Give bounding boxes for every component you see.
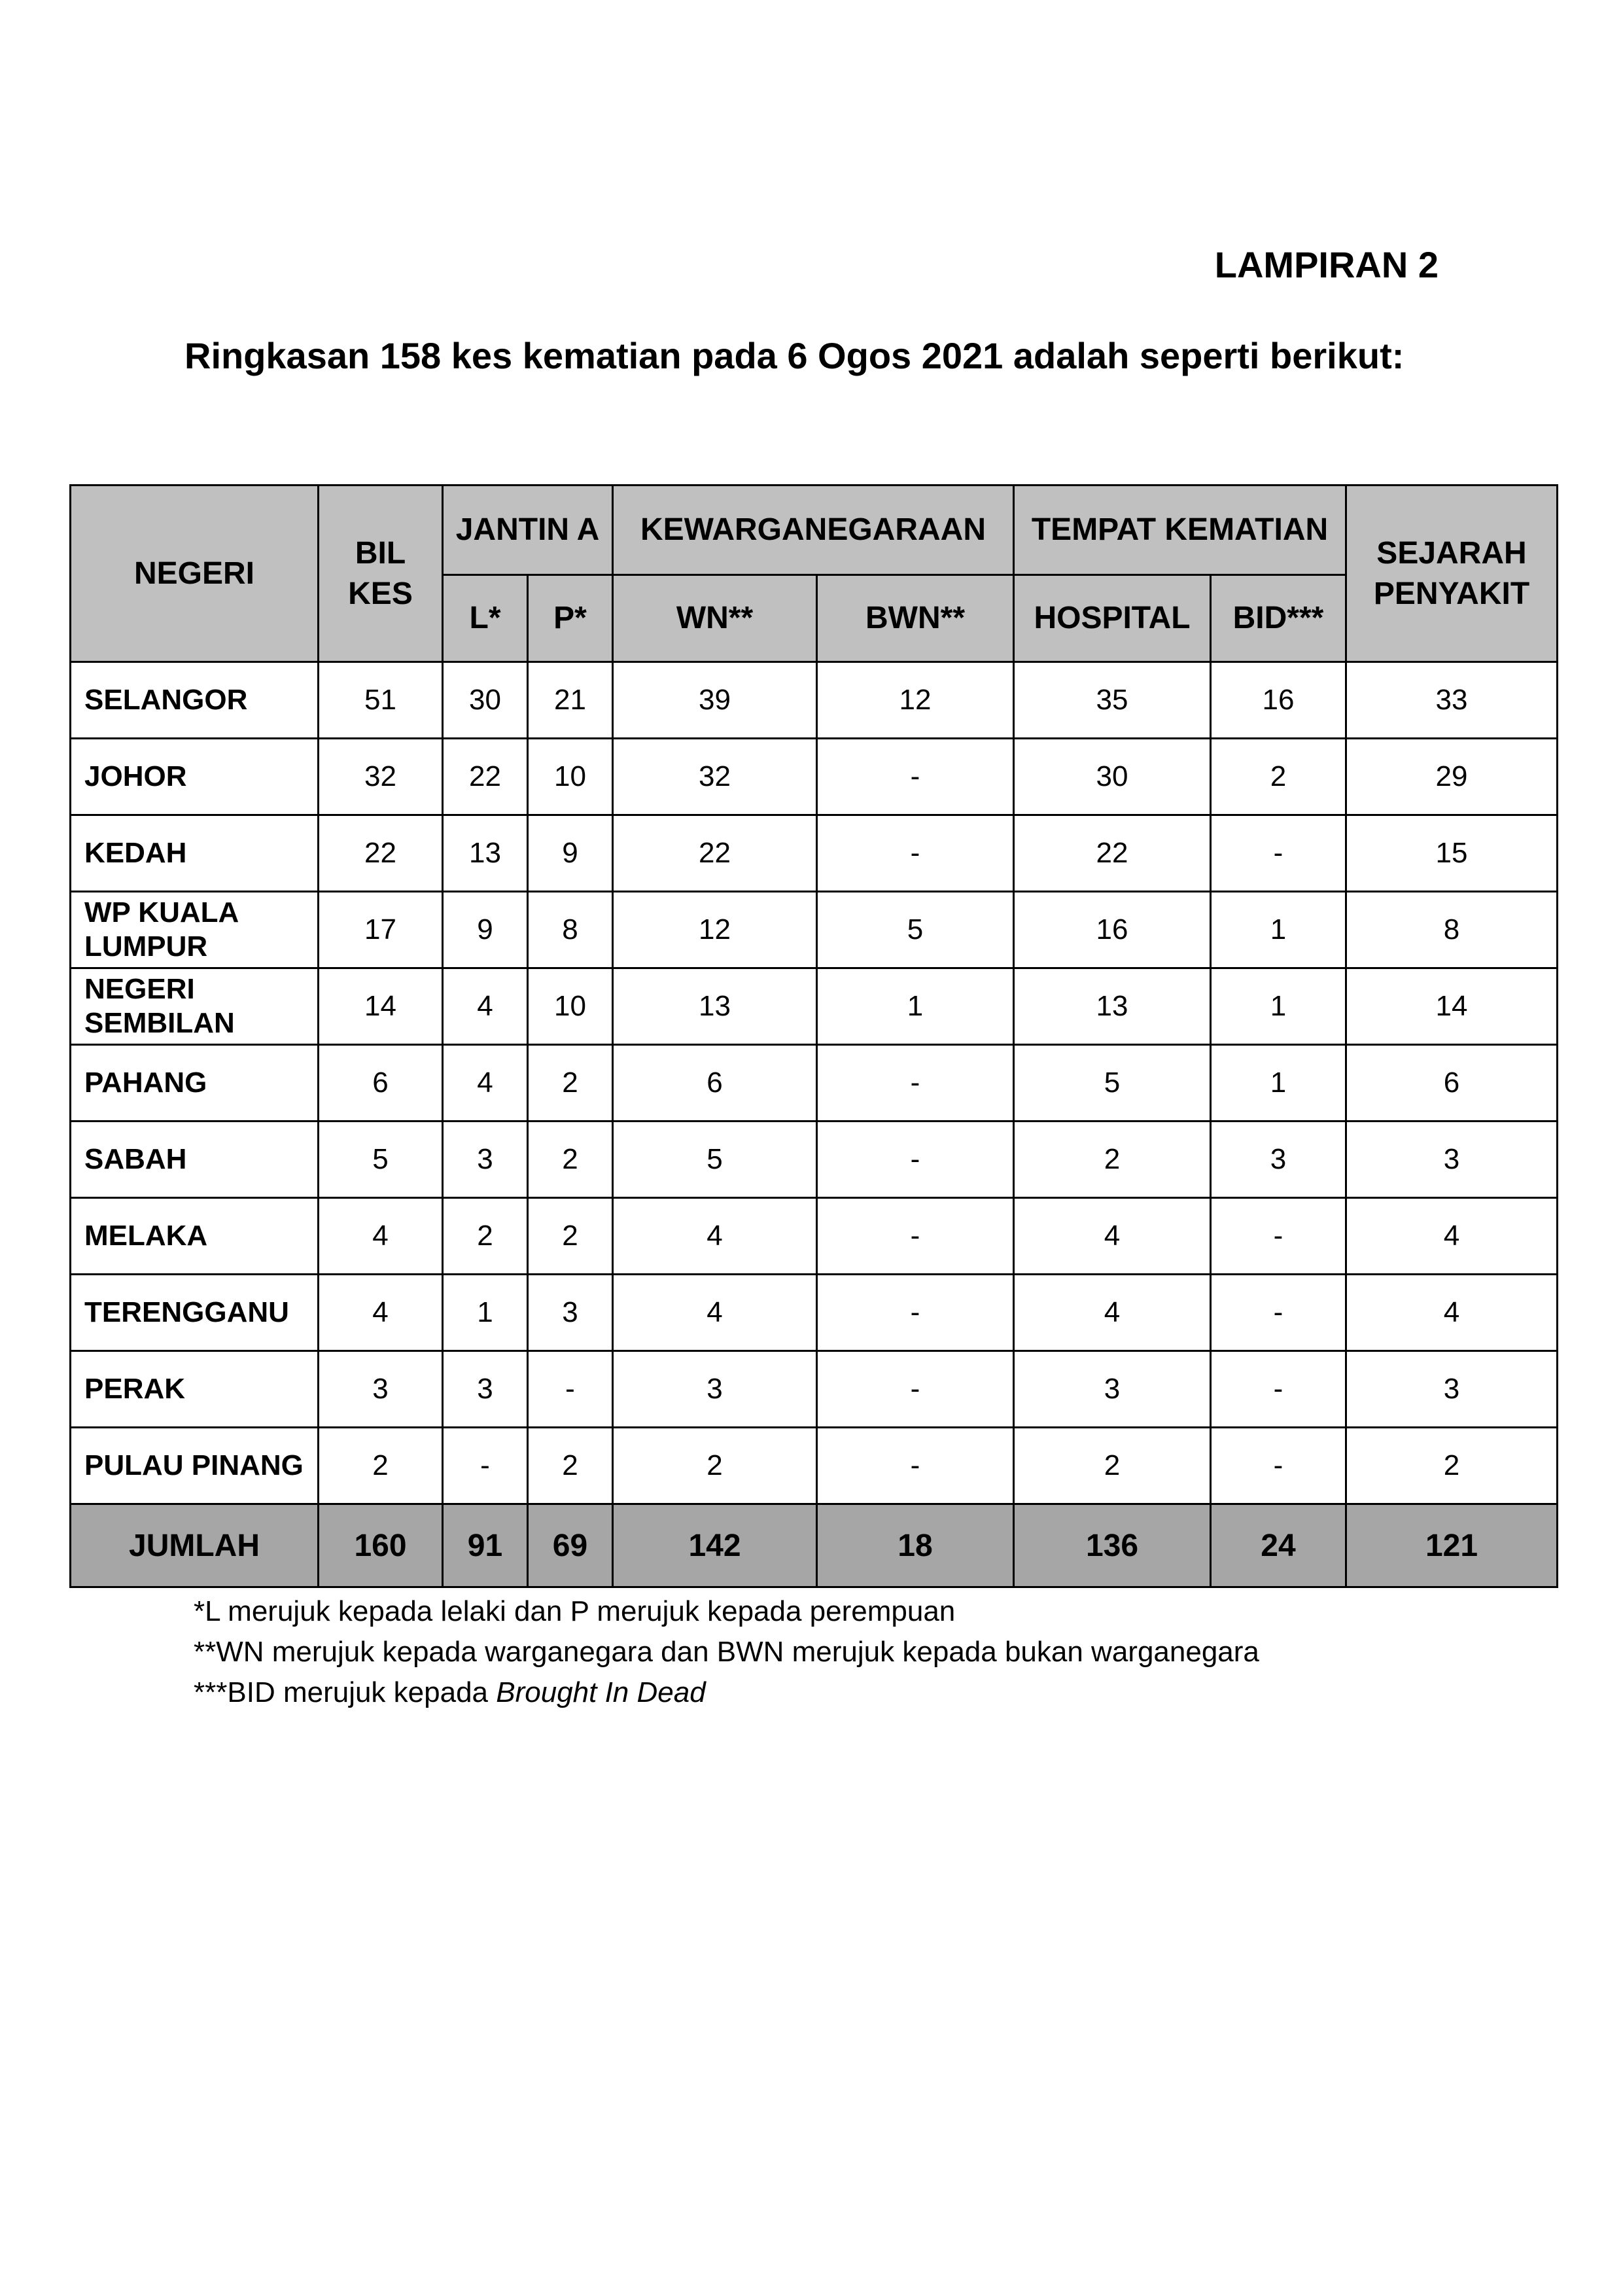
cell-hospital: 5 bbox=[1014, 1045, 1211, 1122]
cell-l: 13 bbox=[443, 815, 528, 892]
cell-negeri: PERAK bbox=[71, 1351, 319, 1428]
cell-l: 2 bbox=[443, 1198, 528, 1275]
table-body bbox=[71, 662, 1558, 1504]
total-p: 69 bbox=[528, 1504, 613, 1587]
cell-wn: 3 bbox=[613, 1351, 817, 1428]
table-row bbox=[71, 1428, 1558, 1504]
cell-sejarah: 4 bbox=[1346, 1275, 1558, 1351]
cell-l: - bbox=[443, 1428, 528, 1504]
cell-sejarah: 33 bbox=[1346, 662, 1558, 739]
cell-bil-kes: 14 bbox=[319, 968, 443, 1045]
cell-hospital: 4 bbox=[1014, 1198, 1211, 1275]
total-wn: 142 bbox=[613, 1504, 817, 1587]
cell-wn: 6 bbox=[613, 1045, 817, 1122]
cell-bid: - bbox=[1211, 815, 1346, 892]
cell-wn: 39 bbox=[613, 662, 817, 739]
cell-l: 4 bbox=[443, 1045, 528, 1122]
cell-sejarah: 15 bbox=[1346, 815, 1558, 892]
cell-bwn: 12 bbox=[817, 662, 1014, 739]
cell-negeri: WP KUALA LUMPUR bbox=[71, 892, 319, 968]
cell-l: 4 bbox=[443, 968, 528, 1045]
cell-sejarah: 29 bbox=[1346, 739, 1558, 815]
cell-p: 10 bbox=[528, 968, 613, 1045]
header-negeri: NEGERI bbox=[71, 486, 319, 662]
cell-bwn: 5 bbox=[817, 892, 1014, 968]
cell-bid: 3 bbox=[1211, 1122, 1346, 1198]
header-p: P* bbox=[528, 575, 613, 662]
total-sejarah: 121 bbox=[1346, 1504, 1558, 1587]
cell-hospital: 16 bbox=[1014, 892, 1211, 968]
cell-bil-kes: 51 bbox=[319, 662, 443, 739]
cell-l: 1 bbox=[443, 1275, 528, 1351]
header-tempat-kematian: TEMPAT KEMATIAN bbox=[1014, 486, 1346, 575]
total-row bbox=[71, 1504, 1558, 1587]
cell-wn: 32 bbox=[613, 739, 817, 815]
cell-bwn: - bbox=[817, 1045, 1014, 1122]
cell-wn: 5 bbox=[613, 1122, 817, 1198]
cell-bid: - bbox=[1211, 1351, 1346, 1428]
footnote-bid-prefix: ***BID merujuk kepada bbox=[194, 1676, 497, 1708]
cell-hospital: 4 bbox=[1014, 1275, 1211, 1351]
cell-bwn: - bbox=[817, 815, 1014, 892]
cell-sejarah: 4 bbox=[1346, 1198, 1558, 1275]
cell-negeri: PULAU PINANG bbox=[71, 1428, 319, 1504]
cell-l: 3 bbox=[443, 1351, 528, 1428]
table-row bbox=[71, 968, 1558, 1045]
header-l: L* bbox=[443, 575, 528, 662]
table-row bbox=[71, 1351, 1558, 1428]
cell-negeri: SABAH bbox=[71, 1122, 319, 1198]
cell-sejarah: 14 bbox=[1346, 968, 1558, 1045]
total-label: JUMLAH bbox=[71, 1504, 319, 1587]
cell-p: 2 bbox=[528, 1122, 613, 1198]
cell-bil-kes: 32 bbox=[319, 739, 443, 815]
table-row bbox=[71, 892, 1558, 968]
cell-bwn: - bbox=[817, 1198, 1014, 1275]
cell-wn: 22 bbox=[613, 815, 817, 892]
table-row bbox=[71, 739, 1558, 815]
total-l: 91 bbox=[443, 1504, 528, 1587]
cell-bid: 16 bbox=[1211, 662, 1346, 739]
cell-p: 9 bbox=[528, 815, 613, 892]
cell-bid: - bbox=[1211, 1428, 1346, 1504]
header-bid: BID*** bbox=[1211, 575, 1346, 662]
cell-p: 10 bbox=[528, 739, 613, 815]
cell-wn: 12 bbox=[613, 892, 817, 968]
cell-wn: 13 bbox=[613, 968, 817, 1045]
cell-bid: 1 bbox=[1211, 968, 1346, 1045]
cell-sejarah: 6 bbox=[1346, 1045, 1558, 1122]
cell-bil-kes: 3 bbox=[319, 1351, 443, 1428]
cell-bil-kes: 6 bbox=[319, 1045, 443, 1122]
cell-hospital: 2 bbox=[1014, 1122, 1211, 1198]
appendix-label: LAMPIRAN 2 bbox=[1214, 244, 1439, 285]
cell-bid: 2 bbox=[1211, 739, 1346, 815]
table-row bbox=[71, 1198, 1558, 1275]
cell-p: 2 bbox=[528, 1428, 613, 1504]
header-wn: WN** bbox=[613, 575, 817, 662]
cell-l: 30 bbox=[443, 662, 528, 739]
table-row bbox=[71, 662, 1558, 739]
cell-sejarah: 3 bbox=[1346, 1351, 1558, 1428]
cell-p: 21 bbox=[528, 662, 613, 739]
cell-hospital: 35 bbox=[1014, 662, 1211, 739]
cell-wn: 4 bbox=[613, 1198, 817, 1275]
cell-l: 9 bbox=[443, 892, 528, 968]
cell-bwn: - bbox=[817, 1351, 1014, 1428]
header-bil-kes: BIL KES bbox=[319, 486, 443, 662]
cell-bid: - bbox=[1211, 1275, 1346, 1351]
cell-bwn: - bbox=[817, 1428, 1014, 1504]
cell-bid: 1 bbox=[1211, 1045, 1346, 1122]
cell-sejarah: 8 bbox=[1346, 892, 1558, 968]
cell-negeri: PAHANG bbox=[71, 1045, 319, 1122]
header-bwn: BWN** bbox=[817, 575, 1014, 662]
footnote-bid bbox=[194, 1672, 1259, 1713]
cell-wn: 2 bbox=[613, 1428, 817, 1504]
table-header bbox=[71, 486, 1558, 662]
cell-bwn: - bbox=[817, 1275, 1014, 1351]
table-row bbox=[71, 1275, 1558, 1351]
cell-negeri: JOHOR bbox=[71, 739, 319, 815]
cell-bil-kes: 5 bbox=[319, 1122, 443, 1198]
cell-negeri: SELANGOR bbox=[71, 662, 319, 739]
cell-l: 3 bbox=[443, 1122, 528, 1198]
total-bwn: 18 bbox=[817, 1504, 1014, 1587]
cell-hospital: 30 bbox=[1014, 739, 1211, 815]
cell-hospital: 13 bbox=[1014, 968, 1211, 1045]
footnotes bbox=[194, 1591, 1259, 1713]
footnote-gender: *L merujuk kepada lelaki dan P merujuk kepada perempuan bbox=[194, 1595, 956, 1627]
cell-p: 8 bbox=[528, 892, 613, 968]
cell-l: 22 bbox=[443, 739, 528, 815]
cell-bwn: 1 bbox=[817, 968, 1014, 1045]
cell-negeri: MELAKA bbox=[71, 1198, 319, 1275]
table-row bbox=[71, 815, 1558, 892]
header-hospital: HOSPITAL bbox=[1014, 575, 1211, 662]
header-jantina: JANTIN A bbox=[443, 486, 613, 575]
cell-p: 2 bbox=[528, 1045, 613, 1122]
header-sejarah-penyakit: SEJARAH PENYAKIT bbox=[1346, 486, 1558, 662]
total-bid: 24 bbox=[1211, 1504, 1346, 1587]
cell-p: 2 bbox=[528, 1198, 613, 1275]
cell-bid: - bbox=[1211, 1198, 1346, 1275]
table-footer bbox=[71, 1504, 1558, 1587]
cell-negeri: KEDAH bbox=[71, 815, 319, 892]
cell-wn: 4 bbox=[613, 1275, 817, 1351]
cell-bil-kes: 4 bbox=[319, 1198, 443, 1275]
total-hospital: 136 bbox=[1014, 1504, 1211, 1587]
total-bil-kes: 160 bbox=[319, 1504, 443, 1587]
table-row bbox=[71, 1122, 1558, 1198]
cell-sejarah: 3 bbox=[1346, 1122, 1558, 1198]
cell-bid: 1 bbox=[1211, 892, 1346, 968]
cell-hospital: 3 bbox=[1014, 1351, 1211, 1428]
intro-paragraph: Ringkasan 158 kes kematian pada 6 Ogos 2021 adalah seperti berikut: bbox=[184, 335, 1405, 376]
death-cases-table bbox=[69, 484, 1558, 1588]
cell-hospital: 22 bbox=[1014, 815, 1211, 892]
cell-bil-kes: 2 bbox=[319, 1428, 443, 1504]
footnote-citizenship: **WN merujuk kepada warganegara dan BWN merujuk kepada bukan warganegara bbox=[194, 1636, 1259, 1668]
cell-hospital: 2 bbox=[1014, 1428, 1211, 1504]
cell-bil-kes: 4 bbox=[319, 1275, 443, 1351]
cell-sejarah: 2 bbox=[1346, 1428, 1558, 1504]
cell-negeri: NEGERI SEMBILAN bbox=[71, 968, 319, 1045]
footnote-bid-term: Brought In Dead bbox=[496, 1676, 706, 1708]
cell-bil-kes: 22 bbox=[319, 815, 443, 892]
header-kewarganegaraan: KEWARGANEGARAAN bbox=[613, 486, 1014, 575]
cell-bwn: - bbox=[817, 739, 1014, 815]
cell-negeri: TERENGGANU bbox=[71, 1275, 319, 1351]
table-row bbox=[71, 1045, 1558, 1122]
cell-bwn: - bbox=[817, 1122, 1014, 1198]
cell-bil-kes: 17 bbox=[319, 892, 443, 968]
cell-p: - bbox=[528, 1351, 613, 1428]
cell-p: 3 bbox=[528, 1275, 613, 1351]
